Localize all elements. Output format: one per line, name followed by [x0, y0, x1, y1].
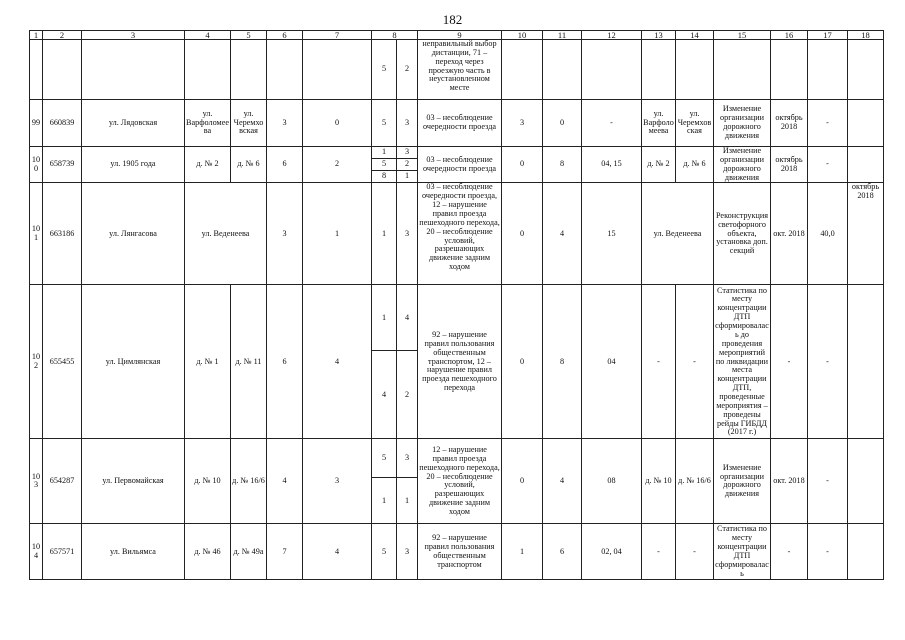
table-cell: 0 [502, 183, 543, 285]
table-cell [848, 524, 884, 580]
table-cell: 5 [372, 100, 397, 147]
table-cell: д. № 10 [185, 439, 231, 524]
table-cell: ул. Варфоломеева [185, 100, 231, 147]
column-header: 4 [185, 31, 231, 40]
table-cell: 0 [502, 285, 543, 439]
table-cell: - [642, 524, 676, 580]
table-cell: 8 [543, 147, 582, 183]
table-cell: 654287 [43, 439, 82, 524]
table-cell: 6 [267, 285, 303, 439]
table-cell: ул. 1905 года [82, 147, 185, 183]
table-cell: 08 [582, 439, 642, 524]
table-cell: д. № 46 [185, 524, 231, 580]
table-cell: 8 [372, 171, 397, 183]
table-cell: 5 [372, 40, 397, 100]
table-cell: 657571 [43, 524, 82, 580]
table-cell: д. № 16/6 [231, 439, 267, 524]
table-cell [848, 147, 884, 183]
table-cell: - [676, 285, 714, 439]
table-cell: 1 [372, 478, 397, 524]
table-cell: 4 [267, 439, 303, 524]
table-cell: - [676, 524, 714, 580]
table-row [30, 183, 884, 285]
table-cell: 2 [397, 351, 418, 439]
table-cell: д. № 1 [185, 285, 231, 439]
table-cell: - [808, 439, 848, 524]
table-cell: 655455 [43, 285, 82, 439]
table-cell: ул. Веденеева [185, 183, 267, 285]
table-cell: 0 [543, 100, 582, 147]
table-cell: ул. Варфоломеева [642, 100, 676, 147]
table-cell: октябрь 2018 [771, 147, 808, 183]
table-cell: д. № 11 [231, 285, 267, 439]
measure-cell: Изменение организации дорожного движения [714, 439, 771, 524]
table-cell: 04, 15 [582, 147, 642, 183]
column-header: 11 [543, 31, 582, 40]
table-cell: 0 [502, 147, 543, 183]
table-cell: д. № 10 [642, 439, 676, 524]
table-cell: 3 [397, 439, 418, 478]
table-cell: ул. Первомайская [82, 439, 185, 524]
column-header: 7 [303, 31, 372, 40]
page-number: 182 [442, 12, 463, 27]
column-header: 18 [848, 31, 884, 40]
table-cell: 4 [303, 285, 372, 439]
table-cell [848, 100, 884, 147]
measure-cell: Изменение организации дорожного движения [714, 147, 771, 183]
table-cell: 1 [372, 183, 397, 285]
column-header: 17 [808, 31, 848, 40]
table-cell: 101 [30, 183, 43, 285]
violation-cell: 92 – нарушение правил пользования общественным транспортом [418, 524, 502, 580]
table-cell: 3 [303, 439, 372, 524]
table-cell: 6 [543, 524, 582, 580]
column-header: 10 [502, 31, 543, 40]
table-cell: 5 [372, 159, 397, 171]
violation-cell: 03 – несоблюдение очередности проезда [418, 100, 502, 147]
table-cell: 102 [30, 285, 43, 439]
column-header: 13 [642, 31, 676, 40]
table-cell: 658739 [43, 147, 82, 183]
table-cell: 4 [397, 285, 418, 351]
table-cell: д. № 16/6 [676, 439, 714, 524]
table-row [30, 285, 884, 351]
column-header: 15 [714, 31, 771, 40]
table-cell: 3 [397, 147, 418, 159]
table-cell: 40,0 [808, 183, 848, 285]
table-cell: 1 [372, 147, 397, 159]
table-cell: ул. Вильямса [82, 524, 185, 580]
table-cell: - [808, 285, 848, 439]
column-header: 2 [43, 31, 82, 40]
column-number-row [30, 31, 884, 40]
violation-cell: 03 – несоблюдение очередности проезда, 12 – нарушение правил проезда пешеходного перехода, 20 – несоблюдение условий, разрешающих движение задним ходом [418, 183, 502, 285]
table-cell: д. № 49а [231, 524, 267, 580]
table-cell: 3 [397, 183, 418, 285]
table-cell: 0 [303, 100, 372, 147]
table-cell: д. № 2 [185, 147, 231, 183]
table-cell: д. № 2 [642, 147, 676, 183]
table-cell: 103 [30, 439, 43, 524]
column-header: 3 [82, 31, 185, 40]
table-cell: 2 [303, 147, 372, 183]
table-cell: 3 [502, 100, 543, 147]
table-cell: ул. Лянгасова [82, 183, 185, 285]
measure-cell: Реконструкция светофорного объекта, установка доп. секций [714, 183, 771, 285]
table-cell: 4 [372, 351, 397, 439]
table-cell: - [808, 524, 848, 580]
table-row [30, 524, 884, 580]
column-header: 8 [372, 31, 418, 40]
table-cell: 663186 [43, 183, 82, 285]
violation-cell: 03 – несоблюдение очередности проезда [418, 147, 502, 183]
table-cell: ул. Черемховская [676, 100, 714, 147]
table-cell: 1 [397, 171, 418, 183]
table-cell: - [642, 285, 676, 439]
violation-cell: 12 – нарушение правил проезда пешеходного перехода, 20 – несоблюдение условий, разрешающих движение задним ходом [418, 439, 502, 524]
table-cell: 2 [397, 40, 418, 100]
column-header: 1 [30, 31, 43, 40]
table-row [30, 147, 884, 159]
table-cell: 660839 [43, 100, 82, 147]
table-cell: 3 [397, 100, 418, 147]
table-cell: 3 [267, 100, 303, 147]
table-cell: д. № 6 [231, 147, 267, 183]
table-cell: 2 [397, 159, 418, 171]
accident-table [29, 30, 884, 580]
table-cell: ул. Цимлянская [82, 285, 185, 439]
violation-cell: 92 – нарушение правил пользования общественным транспортом, 12 – нарушение правил проезда пешеходного перехода [418, 285, 502, 439]
table-cell [848, 439, 884, 524]
table-cell: 1 [397, 478, 418, 524]
table-row [30, 439, 884, 478]
table-cell: ул. Лядовская [82, 100, 185, 147]
column-header: 9 [418, 31, 502, 40]
table-cell: 6 [267, 147, 303, 183]
table-cell: 100 [30, 147, 43, 183]
table-cell: - [808, 100, 848, 147]
column-header: 16 [771, 31, 808, 40]
column-header: 14 [676, 31, 714, 40]
table-cell: 02, 04 [582, 524, 642, 580]
table-cell: окт. 2018 [771, 183, 808, 285]
table-cell: - [808, 147, 848, 183]
table-row [30, 100, 884, 147]
table-cell: - [771, 524, 808, 580]
table-cell: 0 [502, 439, 543, 524]
table-cell: 99 [30, 100, 43, 147]
table-cell: 15 [582, 183, 642, 285]
table-cell: 3 [267, 183, 303, 285]
table-row [30, 40, 884, 100]
table-cell: 5 [372, 524, 397, 580]
table-cell: 5 [372, 439, 397, 478]
table-cell: 4 [303, 524, 372, 580]
measure-cell: Изменение организации дорожного движения [714, 100, 771, 147]
table-cell [848, 285, 884, 439]
measure-cell: Статистика по месту концентрации ДТП сформировалась [714, 524, 771, 580]
table-cell: 7 [267, 524, 303, 580]
table-cell: ул. Веденеева [642, 183, 714, 285]
table-cell: ул. Черемховская [231, 100, 267, 147]
table-cell: 4 [543, 183, 582, 285]
table-cell: 1 [372, 285, 397, 351]
column-header: 5 [231, 31, 267, 40]
table-cell: 1 [303, 183, 372, 285]
table-cell: 1 [502, 524, 543, 580]
column-header: 12 [582, 31, 642, 40]
column-header: 6 [267, 31, 303, 40]
table-cell: 3 [397, 524, 418, 580]
table-cell: 104 [30, 524, 43, 580]
table-cell: 04 [582, 285, 642, 439]
table-cell: октябрь 2018 [848, 183, 884, 285]
table-cell: д. № 6 [676, 147, 714, 183]
violation-cell: неправильный выбор дистанции, 71 – переход через проезжую часть в неустановленном месте [418, 40, 502, 100]
table-cell: 4 [543, 439, 582, 524]
table-cell: октябрь 2018 [771, 100, 808, 147]
table-cell: окт. 2018 [771, 439, 808, 524]
measure-cell: Статистика по месту концентрации ДТП сформировалась до проведения мероприятий по ликвидации места концентрации ДТП, проведенные мероприятия – проведены рейды ГИБДД (2017 г.) [714, 285, 771, 439]
table-cell: 8 [543, 285, 582, 439]
table-cell: - [771, 285, 808, 439]
table-cell: - [582, 100, 642, 147]
